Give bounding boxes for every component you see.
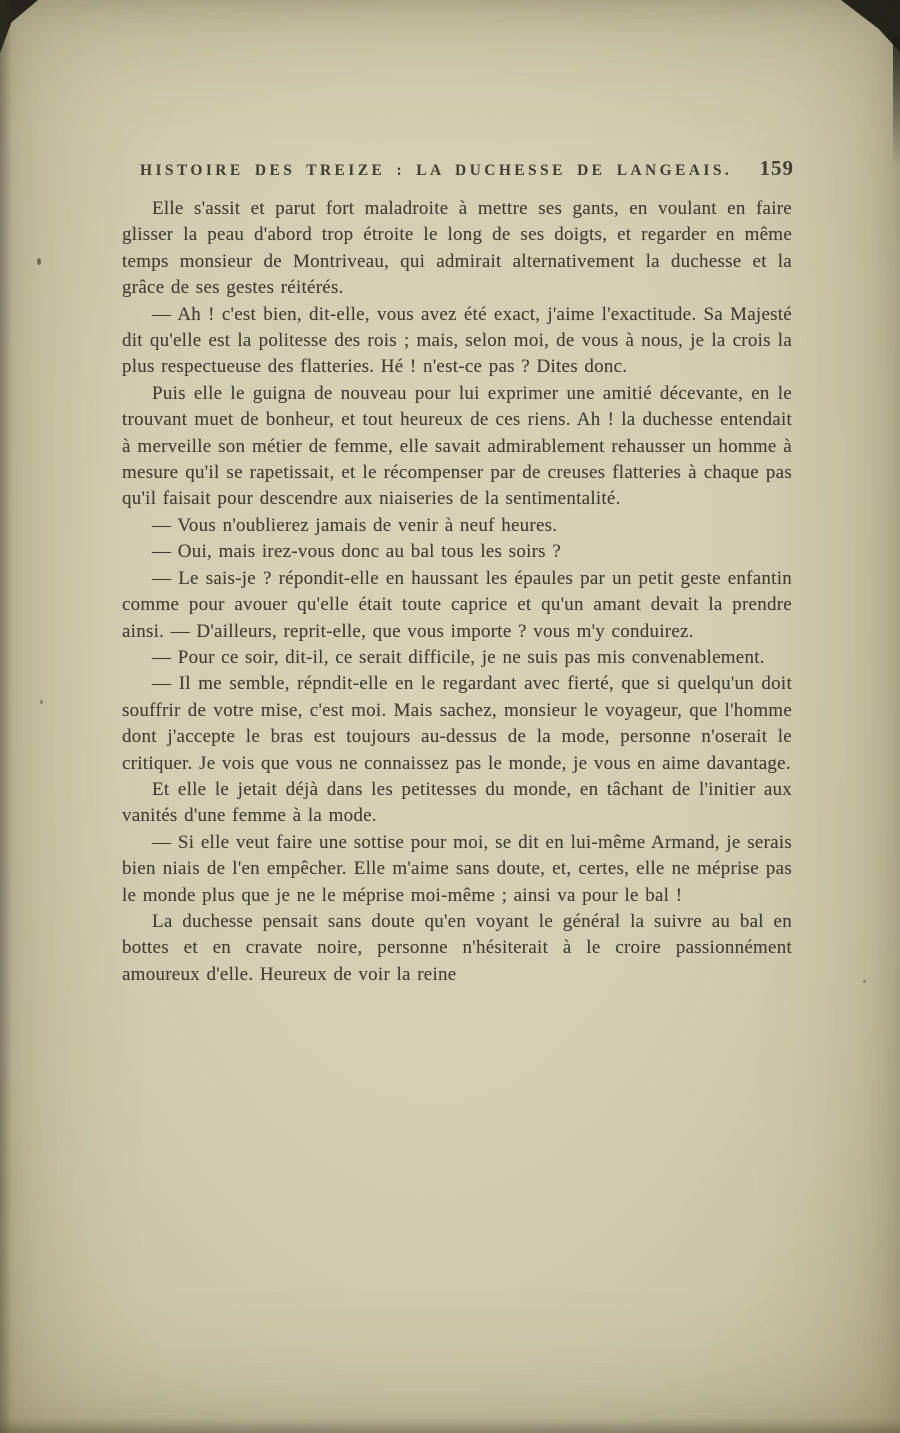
scan-artifact-top-right (828, 0, 900, 52)
page-text (122, 196, 792, 988)
paragraph: — Si elle veut faire une sottise pour moi, se dit en lui-même Armand, je serais bien niais de l'en empêcher. Elle m'aime sans doute, et, certes, elle ne méprise pas le monde plus que je ne le méprise moi-même ; ainsi va pour le bal ! (122, 831, 792, 906)
paragraph: — Le sais-je ? répondit-elle en haussant les épaules par un petit geste enfantin comme pour avouer qu'elle était toute caprice et qu'un amant devait la prendre ainsi. — D'ailleurs, reprit-elle, que vous importe ? vous m'y conduirez. (122, 567, 792, 642)
paragraph: — Vous n'oublierez jamais de venir à neuf heures. (152, 514, 558, 536)
paragraph: Puis elle le guigna de nouveau pour lui exprimer une amitié décevante, en le trouvant muet de bonheur, et tout heureux de ces riens. Ah ! la duchesse entendait à merveille son métier de femme, elle savait admirablement rehausser un homme à mesure qu'il se rapetissait, et le récompenser par de creuses flatteries à chaque pas qu'il faisait pour descendre aux niaiseries de la sentimentalité. (122, 382, 792, 510)
running-title: HISTOIRE DES TREIZE : LA DUCHESSE DE LANGEAIS. (140, 162, 733, 179)
paragraph: — Pour ce soir, dit-il, ce serait difficile, je ne suis pas mis convenablement. (152, 646, 765, 668)
paragraph: La duchesse pensait sans doute qu'en voyant le général la suivre au bal en bottes et en cravate noire, personne n'hésiterait à le croire passionnément amoureux d'elle. Heureux de voir la reine (122, 910, 792, 985)
page-number: 159 (759, 156, 794, 180)
scan-shadow-left-edge (0, 0, 12, 1433)
paragraph: — Oui, mais irez-vous donc au bal tous les soirs ? (152, 541, 562, 563)
paragraph: — Ah ! c'est bien, dit-elle, vous avez été exact, j'aime l'exactitude. Sa Majesté dit qu'elle est la politesse des rois ; mais, selon moi, de vous à nous, je la crois la plus respectueuse des flatteries. Hé ! n'est-ce pas ? Dites donc. (122, 303, 792, 378)
scan-speck (863, 980, 866, 983)
paragraph: — Il me semble, répndit-elle en le regardant avec fierté, que si quelqu'un doit souffrir de votre mise, c'est moi. Mais sachez, monsieur le voyageur, que l'homme dont j'accepte le bras est toujours au-dessus de la mode, personne n'oserait le critiquer. Je vois que vous ne connaissez pas le monde, je vous en aime davantage. (122, 673, 792, 774)
scan-shadow-bottom-edge (0, 1419, 900, 1433)
paragraph: Et elle le jetait déjà dans les petitesses du monde, en tâchant de l'initier aux vanités d'une femme à la mode. (122, 778, 792, 827)
scan-speck (37, 258, 41, 265)
paragraph: Elle s'assit et parut fort maladroite à mettre ses gants, en voulant en faire glisser la peau d'abord trop étroite le long de ses doigts, et regarder en même temps monsieur de Montriveau, qui admirait alternativement la duchesse et la grâce de ses gestes réitérés. (122, 198, 792, 299)
scan-speck (40, 700, 43, 704)
running-head (122, 156, 794, 181)
scan-artifact-right-streak (893, 38, 900, 168)
